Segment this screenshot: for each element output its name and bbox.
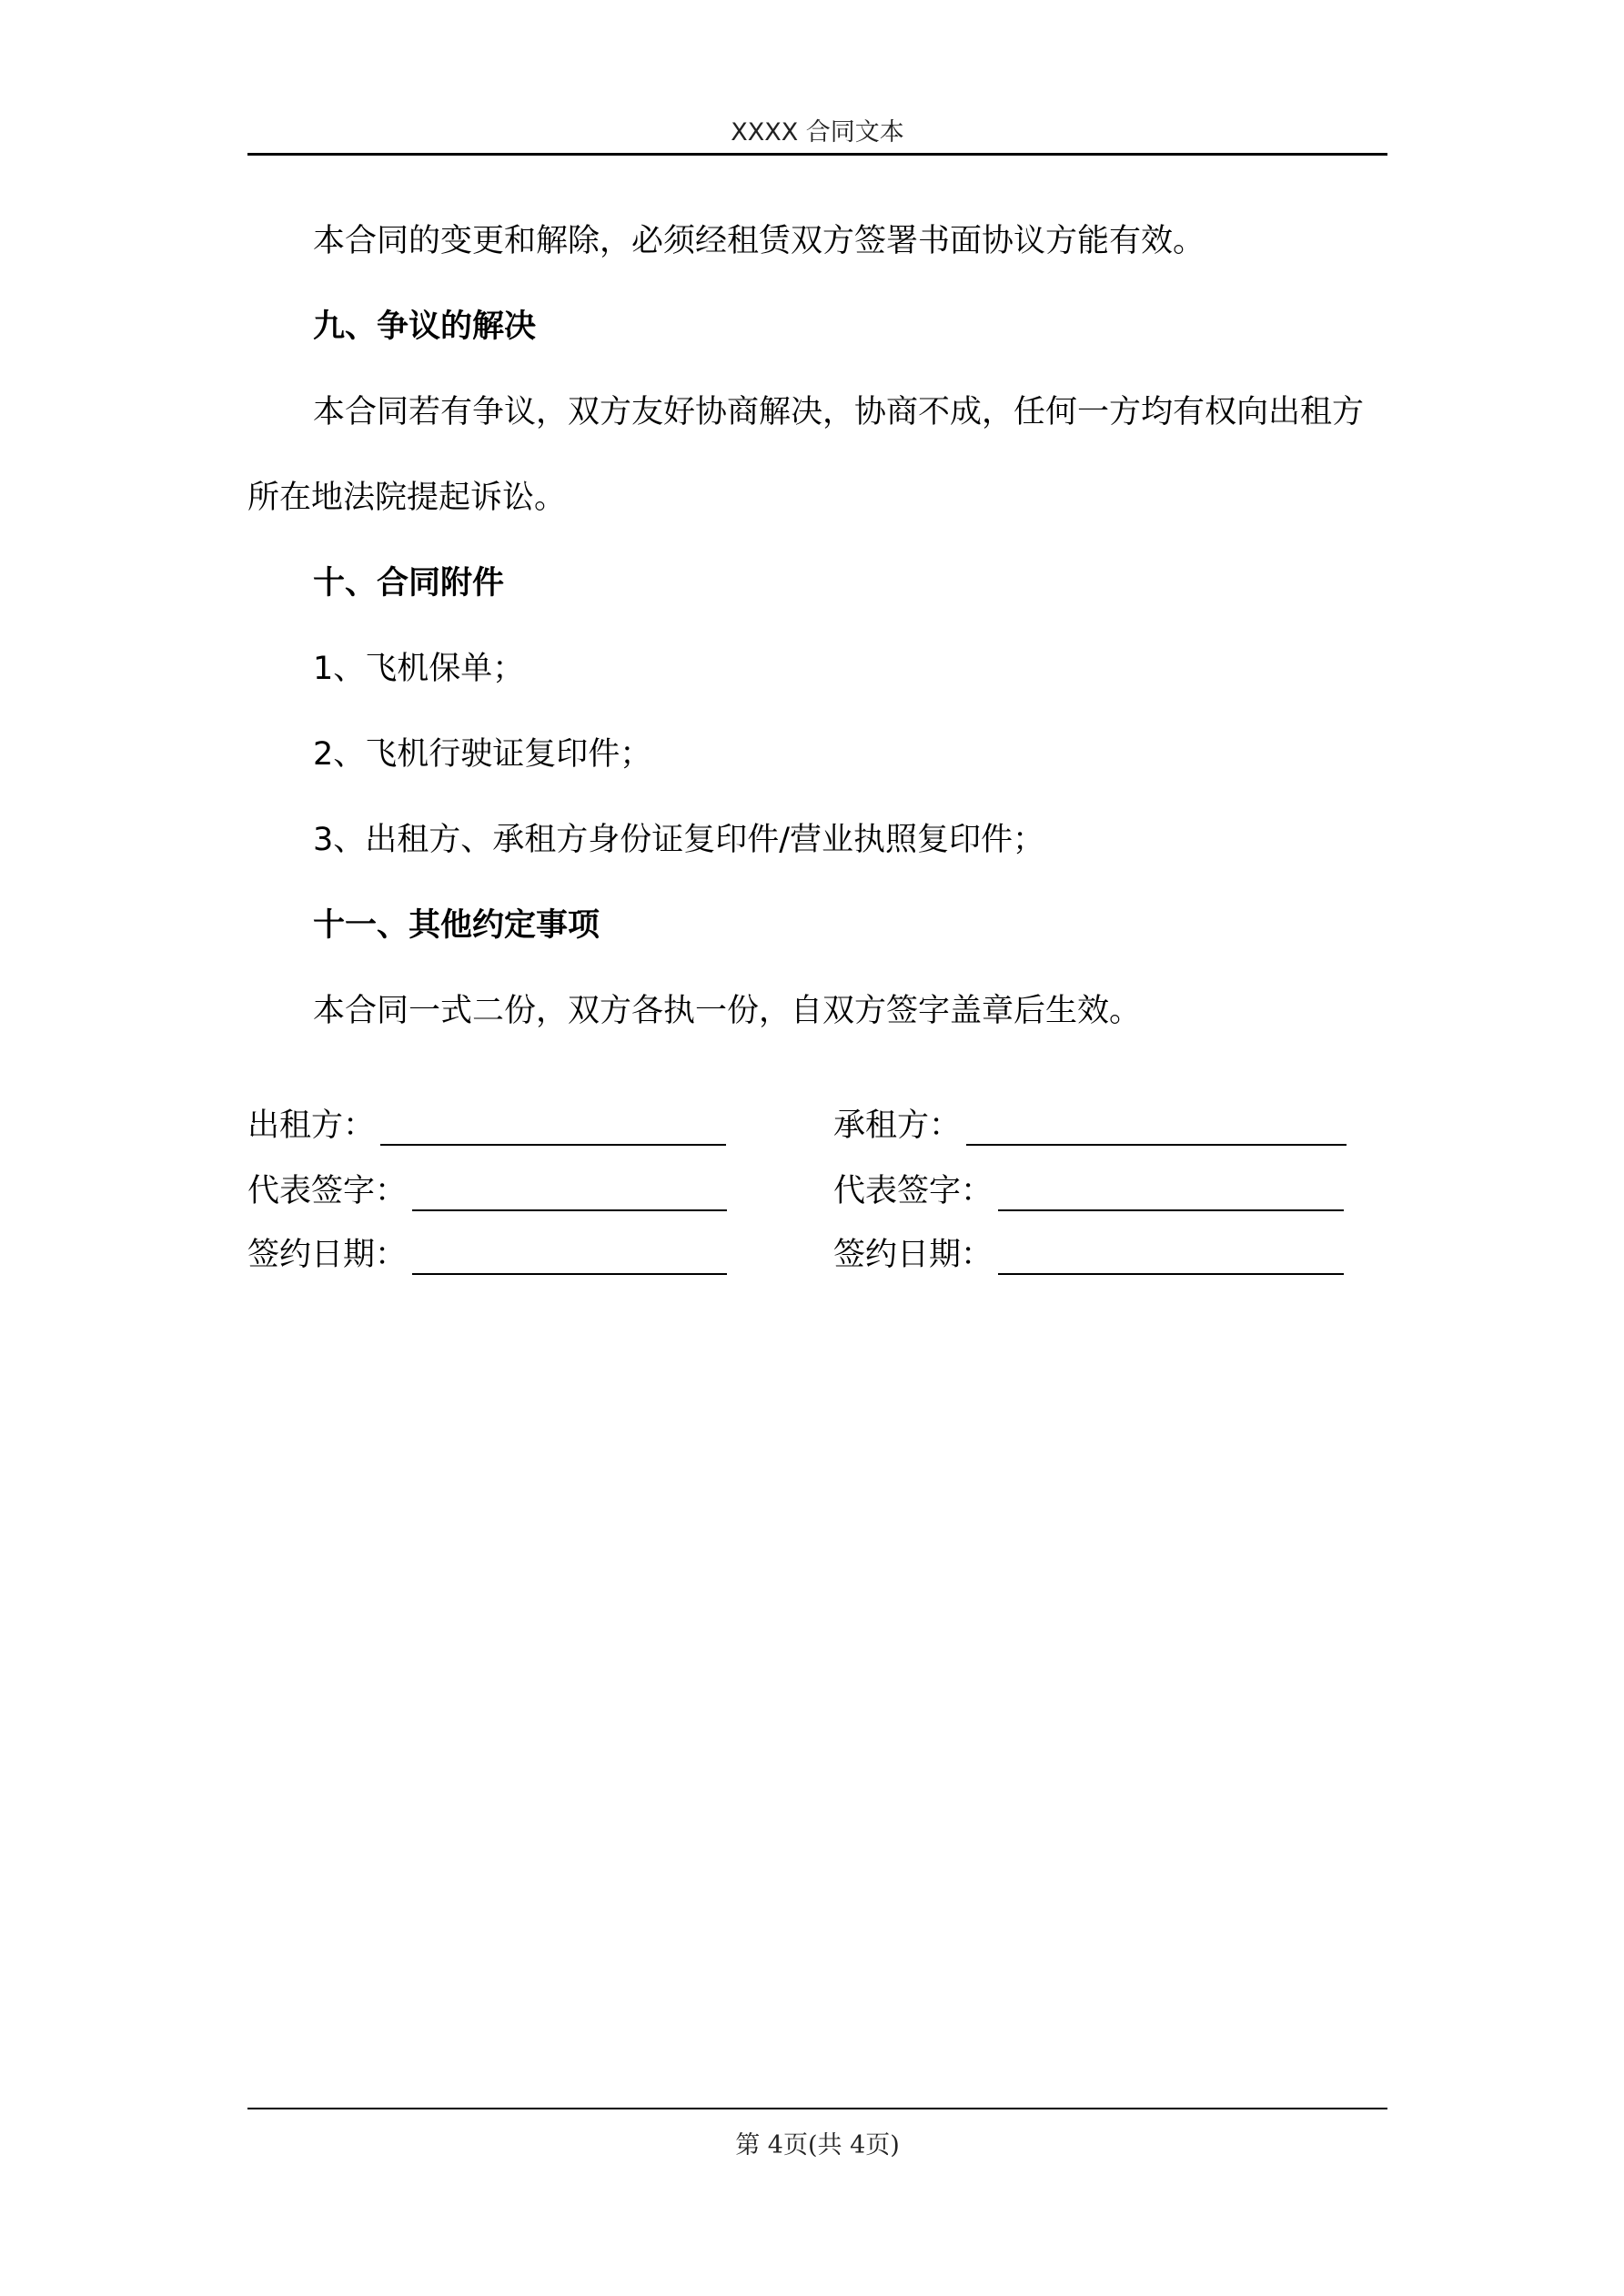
section-10-heading: 十、合同附件: [313, 565, 505, 602]
lessor-rep-label: 代表签字：: [247, 1173, 408, 1209]
section-9-heading: 九、争议的解决: [313, 308, 537, 345]
lessee-rep-row: [833, 1171, 1344, 1211]
section-9-text: 本合同若有争议，双方友好协商解决，协商不成，任何一方均有权向出租方所在地法院提起诉讼。: [247, 394, 1365, 516]
section-11-text: 本合同一式二份，双方各执一份，自双方签字盖章后生效。: [313, 993, 1142, 1029]
lessor-rep-row: [247, 1171, 727, 1211]
lessor-party-row: [247, 1106, 726, 1146]
lessee-date-row: [833, 1235, 1344, 1275]
attachment-item: 2、飞机行驶证复印件；: [313, 736, 652, 773]
lessor-rep-line[interactable]: [412, 1177, 727, 1211]
lessee-date-line[interactable]: [998, 1240, 1344, 1275]
lessee-party-row: [833, 1106, 1347, 1146]
lessor-date-line[interactable]: [412, 1240, 727, 1275]
section-11-heading: 十一、其他约定事项: [313, 907, 600, 944]
header-divider: [247, 153, 1387, 156]
lessee-party-line[interactable]: [966, 1111, 1347, 1146]
lessor-party-line[interactable]: [380, 1111, 726, 1146]
attachment-item: 1、飞机保单；: [313, 651, 525, 687]
lessee-rep-label: 代表签字：: [833, 1173, 994, 1209]
attachment-item: 3、出租方、承租方身份证复印件/营业执照复印件；: [313, 822, 1045, 858]
footer-divider: [247, 2108, 1387, 2109]
lessee-party-label: 承租方：: [833, 1108, 962, 1144]
lessee-rep-line[interactable]: [998, 1177, 1344, 1211]
header-title: XXXX 合同文本: [731, 118, 904, 147]
lessee-date-label: 签约日期：: [833, 1237, 994, 1273]
lessor-party-label: 出租方：: [247, 1108, 376, 1144]
clause-change-termination: 本合同的变更和解除，必须经租赁双方签署书面协议方能有效。: [313, 223, 1205, 259]
lessor-date-row: [247, 1235, 727, 1275]
lessor-date-label: 签约日期：: [247, 1237, 408, 1273]
page-number: 第 4页(共 4页): [735, 2131, 900, 2159]
